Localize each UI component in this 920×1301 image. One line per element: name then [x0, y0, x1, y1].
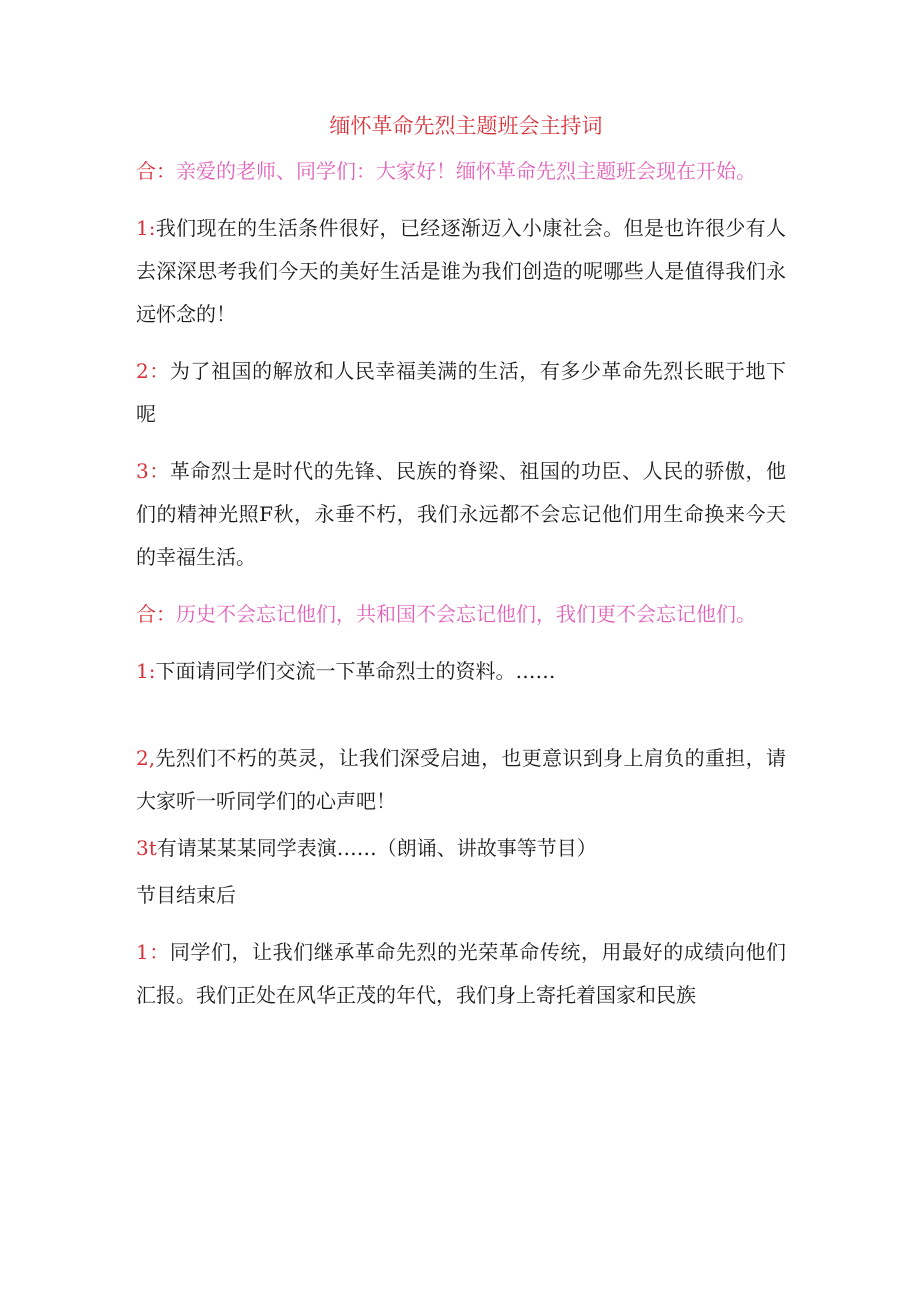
paragraph-host-3-performance	[136, 827, 786, 870]
document-title: 缅怀革命先烈主题班会主持词	[329, 114, 603, 138]
paragraph-host-3	[136, 450, 786, 579]
paragraph-chorus-opening	[136, 150, 786, 193]
paragraph-text: 我们现在的生活条件很好，已经逐渐迈入小康社会。但是也许很少有人去深深思考我们今天的美好生活是谁为我们创造的呢哪些人是值得我们永远怀念的！	[136, 216, 786, 326]
speaker-label: 1:	[136, 659, 156, 683]
paragraph-host-1	[136, 207, 786, 336]
blank-line	[136, 707, 786, 737]
speaker-label: 1:	[136, 216, 156, 240]
paragraph-host-1-closing	[136, 931, 786, 1017]
speaker-label: 合：	[136, 602, 176, 626]
paragraph-text: 节目结束后	[136, 883, 236, 907]
paragraph-text: 革命烈士是时代的先锋、民族的脊梁、祖国的功臣、人民的骄傲，他们的精神光照F秋，永垂不朽，我们永远都不会忘记他们用生命换来今天的幸福生活。	[136, 459, 786, 569]
paragraph-text: 为了祖国的解放和人民幸福美满的生活，有多少革命先烈长眠于地下呢	[136, 359, 786, 426]
paragraph-host-2-voices	[136, 737, 786, 823]
speaker-label: 2,	[136, 746, 156, 770]
document-body	[136, 108, 786, 1031]
paragraph-stage-direction	[136, 874, 786, 917]
paragraph-text: 亲爱的老师、同学们：大家好！缅怀革命先烈主题班会现在开始。	[176, 159, 756, 183]
paragraph-text: 有请某某某同学表演……（朗诵、讲故事等节目）	[156, 836, 597, 860]
paragraph-text: 历史不会忘记他们，共和国不会忘记他们，我们更不会忘记他们。	[176, 602, 756, 626]
paragraph-text: 先烈们不朽的英灵，让我们深受启迪，也更意识到身上肩负的重担，请大家听一听同学们的心声吧！	[136, 746, 786, 813]
paragraph-host-1-exchange	[136, 650, 786, 693]
speaker-label: 3：	[136, 459, 170, 483]
paragraph-text: 同学们，让我们继承革命先烈的光荣革命传统，用最好的成绩向他们汇报。我们正处在风华正茂的年代，我们身上寄托着国家和民族	[136, 940, 786, 1007]
speaker-label: 3t	[136, 836, 157, 860]
speaker-label: 2：	[136, 359, 170, 383]
speaker-label: 合：	[136, 159, 176, 183]
paragraph-text: 下面请同学们交流一下革命烈士的资料。……	[155, 659, 556, 683]
speaker-label: 1：	[136, 940, 170, 964]
paragraph-chorus	[136, 593, 786, 636]
paragraph-host-2	[136, 350, 786, 436]
